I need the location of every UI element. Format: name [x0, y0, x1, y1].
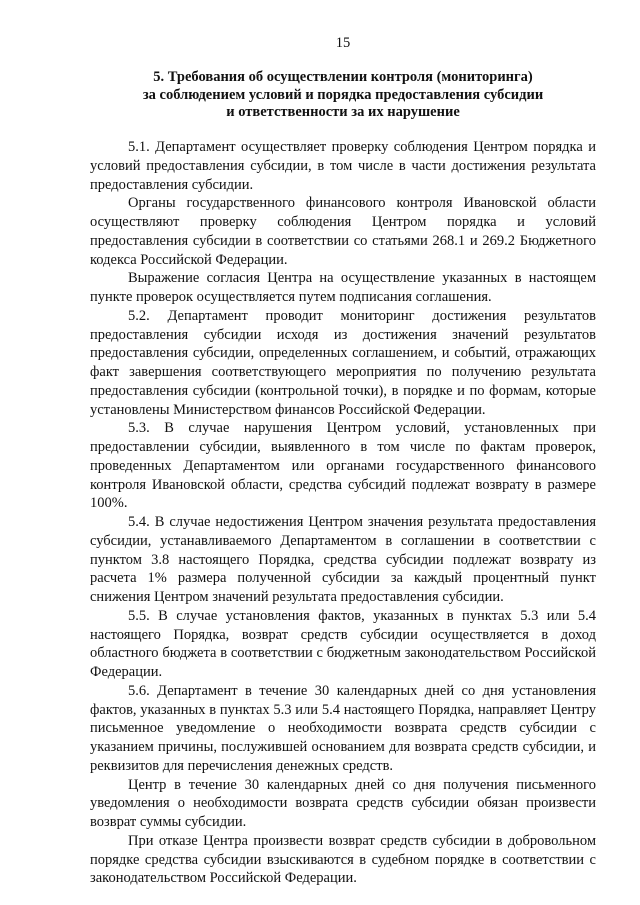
paragraph-consent: Выражение согласия Центра на осуществление указанных в настоящем пункте проверок осуществляется путем подписания соглашения. [90, 270, 596, 305]
page-number: 15 [335, 35, 351, 51]
paragraph-state-control: Органы государственного финансового контроля Ивановской области осуществляют проверку соблюдения Центром порядка и условий предоставления субсидии в соответствии со статьями 268.1 и 269.2 Бюджетного кодекса Российской Федерации. [90, 195, 596, 268]
paragraph-5-5: 5.5. В случае установления фактов, указанных в пунктах 5.3 или 5.4 настоящего Порядка, возврат средств субсидии осуществляется в доход областного бюджета в соответствии с бюджетным законодательством Российской Федерации. [90, 607, 596, 680]
paragraph-5-4: 5.4. В случае недостижения Центром значения результата предоставления субсидии, устанавливаемого Департаментом в соглашении в соответствии с пунктом 3.8 настоящего Порядка, средства субсидии подлежат возврату из расчета 1% размера полученной субсидии за каждый процентный пункт снижения Центром значений результата предоставления субсидии. [90, 514, 596, 605]
section-heading-line-1: 5. Требования об осуществлении контроля (мониторинга) [153, 69, 533, 85]
section-body [90, 138, 596, 888]
paragraph-5-2: 5.2. Департамент проводит мониторинг достижения результатов предоставления субсидии исходя из достижения значений результатов предоставления субсидии, определенных соглашением, и событий, отражающих факт завершения соответствующего мероприятия по получению результата предоставления субсидии (контрольной точки), в порядке и по формам, которые установлены Министерством финансов Российской Федерации. [90, 307, 596, 418]
paragraph-5-1: 5.1. Департамент осуществляет проверку соблюдения Центром порядка и условий предоставления субсидии, в том числе в части достижения результата предоставления субсидии. [90, 139, 596, 193]
paragraph-center-return: Центр в течение 30 календарных дней со дня получения письменного уведомления о необходимости возврата средств субсидии обязан произвести возврат суммы субсидии. [90, 776, 596, 830]
section-heading-line-2: за соблюдением условий и порядка предоставления субсидии [142, 86, 544, 103]
section-heading [90, 69, 596, 122]
paragraph-5-6: 5.6. Департамент в течение 30 календарных дней со дня установления фактов, указанных в пунктах 5.3 или 5.4 настоящего Порядка, направляет Центру письменное уведомление о необходимости возврата средств субсидии с указанием причины, послужившей основанием для возврата средств субсидии, и реквизитов для перечисления денежных средств. [90, 682, 596, 774]
paragraph-5-3: 5.3. В случае нарушения Центром условий, установленных при предоставлении субсидии, выявленного в том числе по фактам проверок, проведенных Департаментом или органами государственного финансового контроля Ивановской области, средства субсидий подлежат возврату в размере 100%. [90, 420, 596, 512]
paragraph-refusal: При отказе Центра произвести возврат средств субсидии в добровольном порядке средства субсидии взыскиваются в судебном порядке в соответствии с законодательством Российской Федерации. [90, 832, 596, 887]
section-heading-line-3: и ответственности за их нарушение [226, 104, 460, 121]
